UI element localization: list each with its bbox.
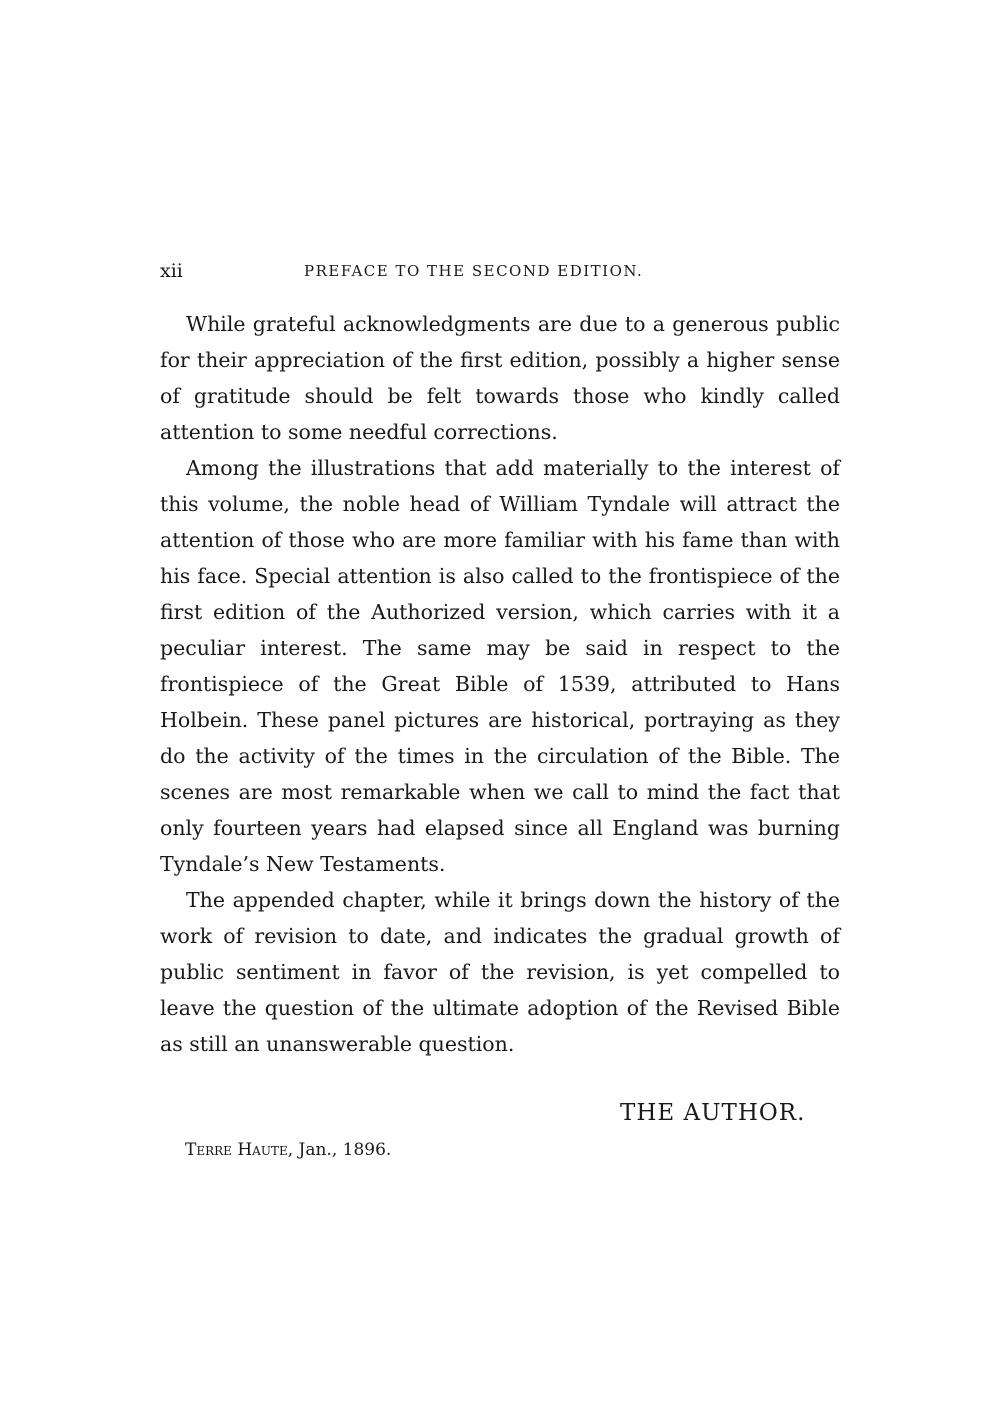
body-text (160, 306, 840, 1062)
paragraph-appended-chapter: The appended chapter, while it brings down the history of the work of revision to date, and indicates the gradual growth of public sentiment in favor of the revision, is yet compelled to leave the question of the ultimate adoption of the Revised Bible as still an unanswerable question. (160, 888, 840, 1056)
author-signature: THE AUTHOR. (620, 1100, 806, 1126)
paragraph-acknowledgments: While grateful acknowledgments are due to a generous public for their appreciation of the first edition, possibly a higher sense of gratitude should be felt towards those who kindly called attention to some needful corrections. (160, 312, 840, 444)
paragraph-illustrations: Among the illustrations that add materially to the interest of this volume, the noble head of William Tyndale will attract the attention of those who are more familiar with his fame than with his face. Special attention is also called to the frontispiece of the first edition of the Authorized version, which carries with it a peculiar interest. The same may be said in respect to the frontispiece of the Great Bible of 1539, attributed to Hans Holbein. These panel pictures are historical, portraying as they do the activity of the times in the circulation of the Bible. The scenes are most remarkable when we call to mind the fact that only fourteen years had elapsed since all England was burning Tyndale’s New Testaments. (160, 456, 840, 876)
running-title: PREFACE TO THE SECOND EDITION. (304, 262, 644, 280)
dateline-date: Jan., 1896. (298, 1140, 392, 1160)
running-head (160, 258, 840, 288)
dateline-place: Terre Haute, (185, 1140, 294, 1160)
dateline (185, 1140, 391, 1160)
page-number: xii (160, 260, 183, 282)
